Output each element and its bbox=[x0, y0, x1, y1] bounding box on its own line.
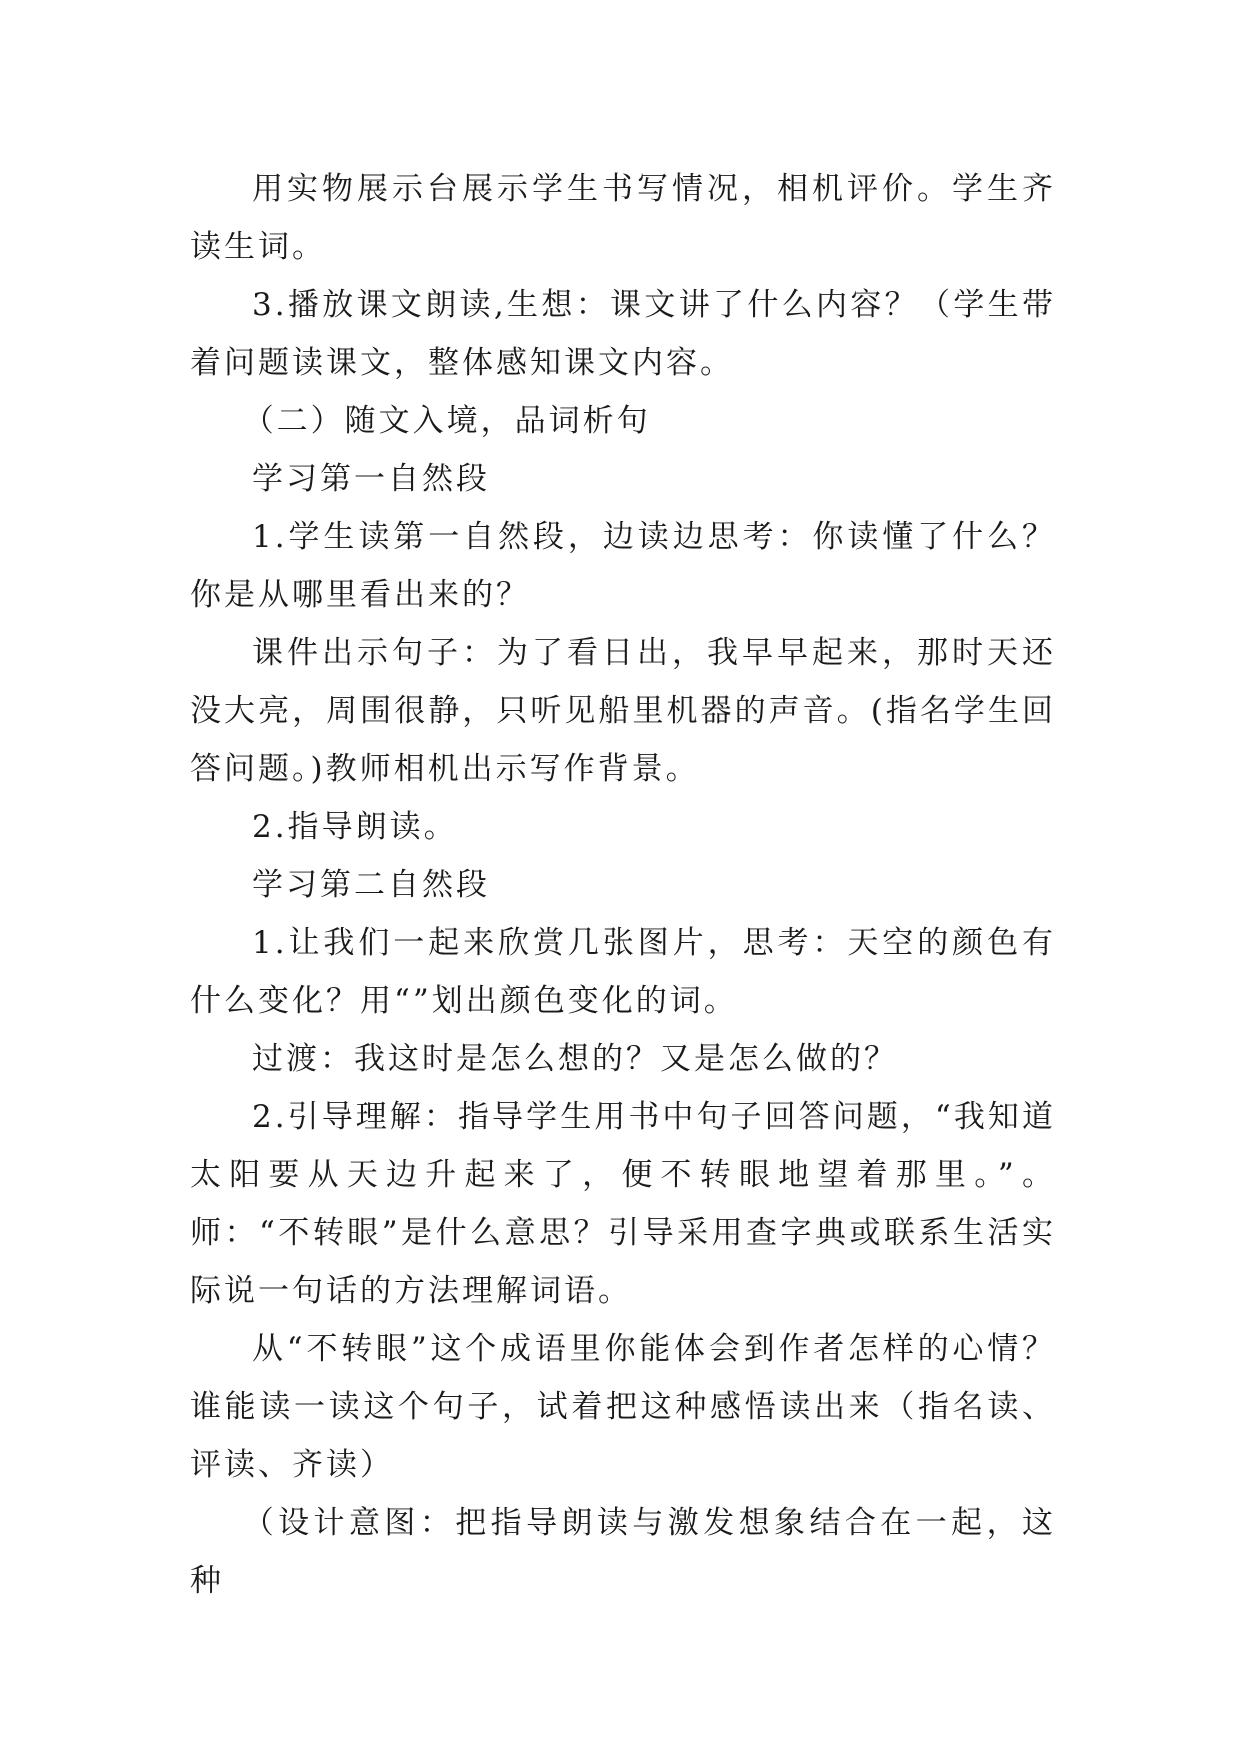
paragraph-1: 用实物展示台展示学生书写情况，相机评价。学生齐读生词。 bbox=[190, 171, 1056, 265]
section-heading: （二）随文入境，品词析句 bbox=[242, 403, 651, 439]
paragraph-9: 从“不转眼”这个成语里你能体会到作者怎样的心情？谁能读一读这个句子，试着把这种感悟读出来（指名读、评读、齐读） bbox=[190, 1331, 1056, 1483]
paragraph-7: 过渡：我这时是怎么想的？又是怎么做的？ bbox=[252, 1041, 898, 1077]
paragraph-3: 1.学生读第一自然段，边读边思考：你读懂了什么？你是从哪里看出来的？ bbox=[190, 519, 1056, 613]
document-body bbox=[190, 160, 1056, 1610]
paragraph-10: （设计意图：把指导朗读与激发想象结合在一起，这种 bbox=[190, 1505, 1056, 1599]
subheading-paragraph-two: 学习第二自然段 bbox=[252, 867, 490, 903]
paragraph-5: 2.指导朗读。 bbox=[252, 809, 458, 845]
paragraph-4: 课件出示句子：为了看日出，我早早起来，那时天还没大亮，周围很静，只听见船里机器的声音。(指名学生回答问题。)教师相机出示写作背景。 bbox=[190, 635, 1056, 787]
subheading-paragraph-one: 学习第一自然段 bbox=[252, 461, 490, 497]
paragraph-8: 2.引导理解：指导学生用书中句子回答问题，“我知道太阳要从天边升起来了，便不转眼地望着那里。”。师：“不转眼”是什么意思？引导采用查字典或联系生活实际说一句话的方法理解词语。 bbox=[190, 1099, 1056, 1309]
paragraph-6: 1.让我们一起来欣赏几张图片，思考：天空的颜色有什么变化？用“”划出颜色变化的词。 bbox=[190, 925, 1056, 1019]
paragraph-2: 3.播放课文朗读,生想：课文讲了什么内容？（学生带着问题读课文，整体感知课文内容。 bbox=[190, 287, 1056, 381]
